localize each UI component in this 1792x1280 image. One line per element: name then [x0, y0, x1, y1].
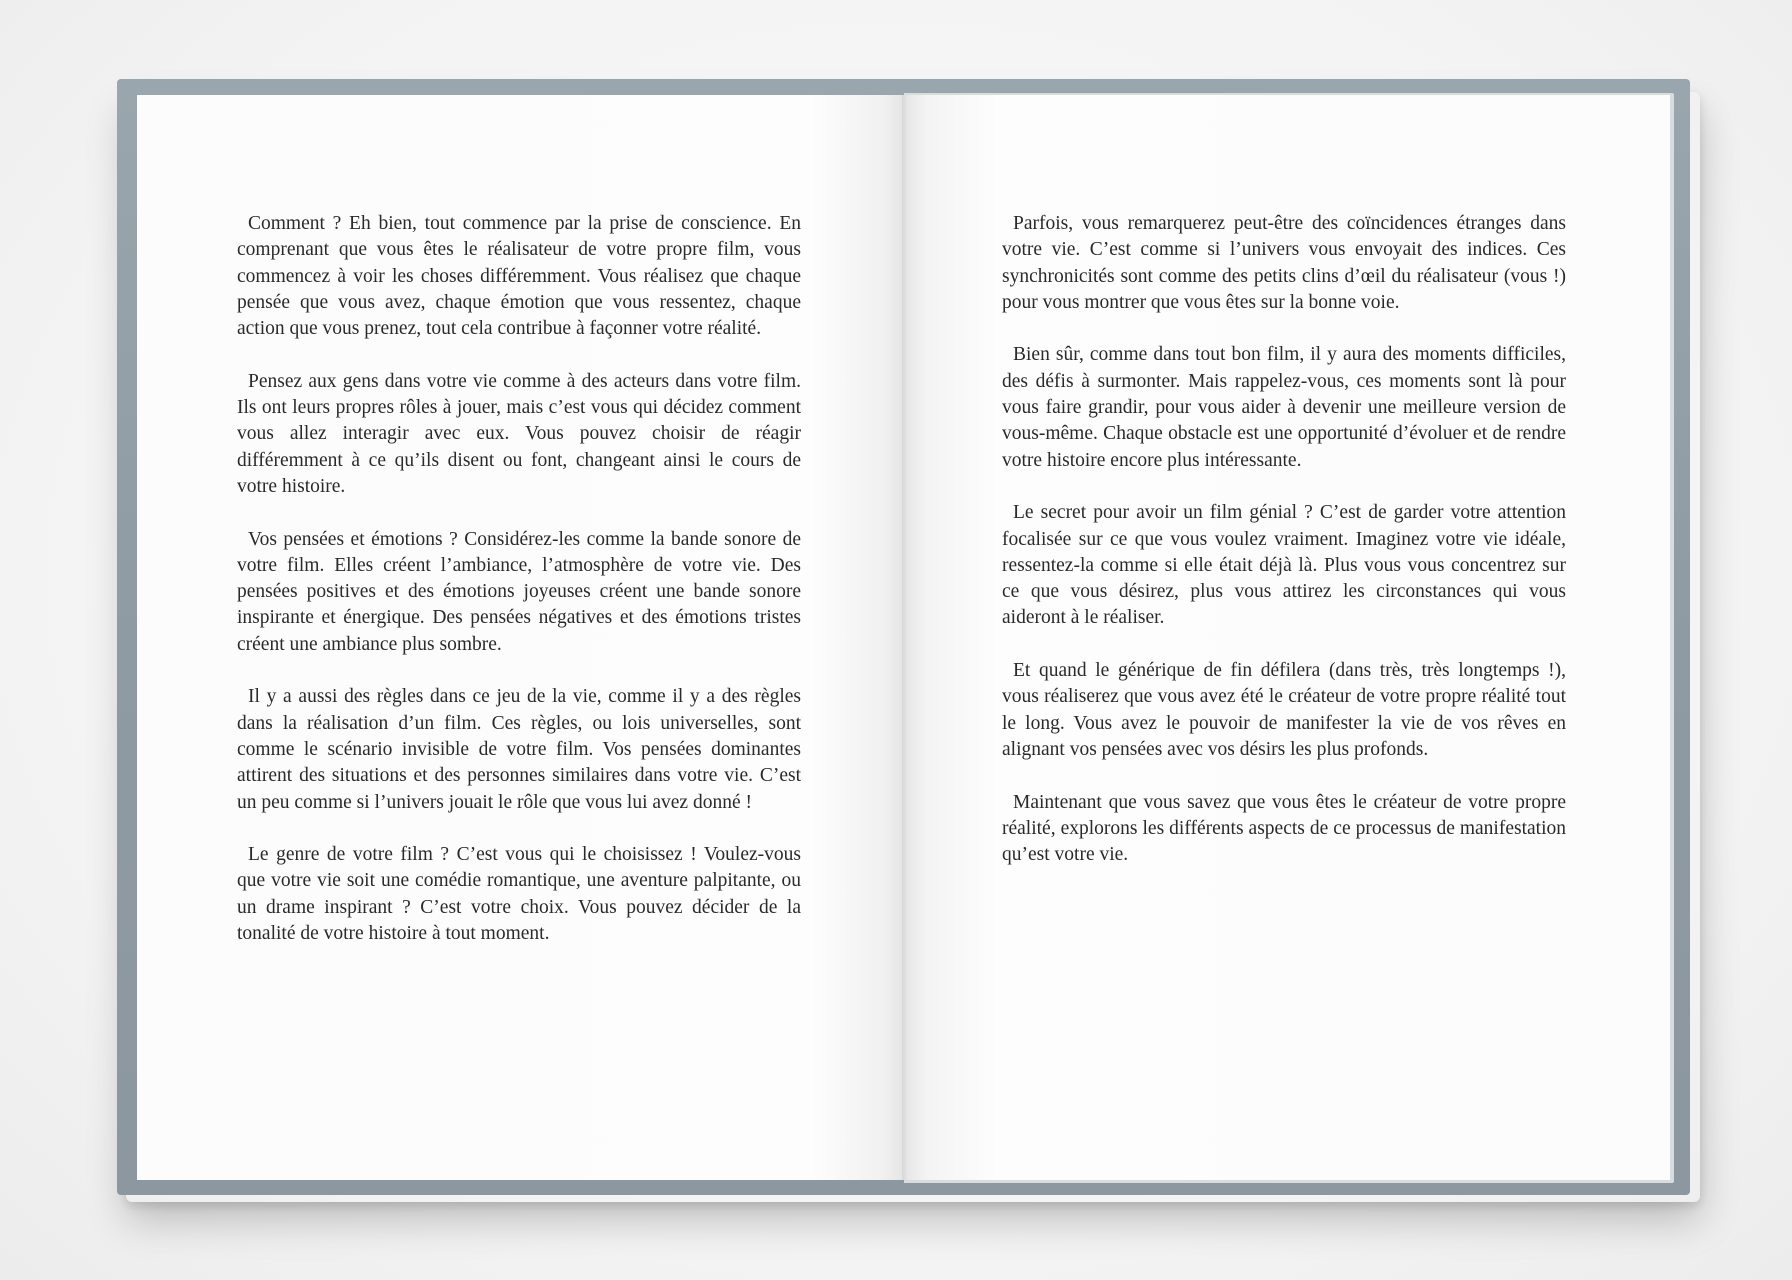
left-page [137, 95, 905, 1180]
right-page [905, 95, 1670, 1180]
paragraph: Parfois, vous remarquerez peut-être des coïncidences étranges dans votre vie. C’est comme si l’univers vous envoyait des indices. Ces synchronicités sont comme des petits clins d’œil du réalisateur (vous !) pour vous montrer que vous êtes sur la bonne voie. [1002, 213, 1566, 313]
book-gutter [902, 95, 908, 1180]
paragraph: Le secret pour avoir un film génial ? C’est de garder votre attention focalisée sur ce que vous voulez vraiment. Imaginez votre vie idéale, ressentez-la comme si elle était déjà là. Plus vous vous concentrez sur ce que vous désirez, plus vous attirez les circonstances qui vous aideront à le réaliser. [1002, 502, 1566, 629]
left-page-text [237, 211, 801, 974]
paragraph: Il y a aussi des règles dans ce jeu de la vie, comme il y a des règles dans la réalisation d’un film. Ces règles, ou lois universelles, sont comme le scénario invisible de votre film. Vos pensées dominantes attirent des situations et des personnes similaires dans votre vie. C’est un peu comme si l’univers jouait le rôle que vous lui avez donné ! [237, 686, 801, 813]
paragraph: Comment ? Eh bien, tout commence par la prise de conscience. En comprenant que vous êtes le réalisateur de votre propre film, vous commencez à voir les choses différemment. Vous réalisez que chaque pensée que vous avez, chaque émotion que vous ressentez, chaque action que vous prenez, tout cela contribue à façonner votre réalité. [237, 213, 801, 340]
paragraph: Pensez aux gens dans votre vie comme à des acteurs dans votre film. Ils ont leurs propres rôles à jouer, mais c’est vous qui décidez comment vous allez interagir avec eux. Vous pouvez choisir de réagir différemment à ce qu’ils disent ou font, changeant ainsi le cours de votre histoire. [237, 370, 801, 497]
paragraph: Et quand le générique de fin défilera (dans très, très longtemps !), vous réaliserez que vous avez été le créateur de votre propre réalité tout le long. Vous avez le pouvoir de manifester la vie de vos rêves en alignant vos pensées avec vos désirs les plus profonds. [1002, 660, 1566, 760]
paragraph: Le genre de votre film ? C’est vous qui le choisissez ! Voulez-vous que votre vie soit une comédie romantique, une aventure palpitante, ou un drame inspirant ? C’est votre choix. Vous pouvez décider de la tonalité de votre histoire à tout moment. [237, 844, 801, 945]
paragraph: Bien sûr, comme dans tout bon film, il y aura des moments difficiles, des défis à surmonter. Mais rappelez-vous, ces moments sont là pour vous faire grandir, pour vous aider à devenir une meilleure version de vous-même. Chaque obstacle est une opportunité d’évoluer et de rendre votre histoire encore plus intéressante. [1002, 344, 1566, 471]
paragraph: Maintenant que vous savez que vous êtes le créateur de votre propre réalité, explorons les différents aspects de ce processus de manifestation qu’est votre vie. [1002, 791, 1566, 866]
paragraph: Vos pensées et émotions ? Considérez-les comme la bande sonore de votre film. Elles créent l’ambiance, l’atmosphère de votre vie. Des pensées positives et des émotions joyeuses créent une bande sonore inspirante et énergique. Des pensées négatives et des émotions tristes créent une ambiance plus sombre. [237, 528, 801, 655]
right-page-text [1002, 211, 1566, 895]
